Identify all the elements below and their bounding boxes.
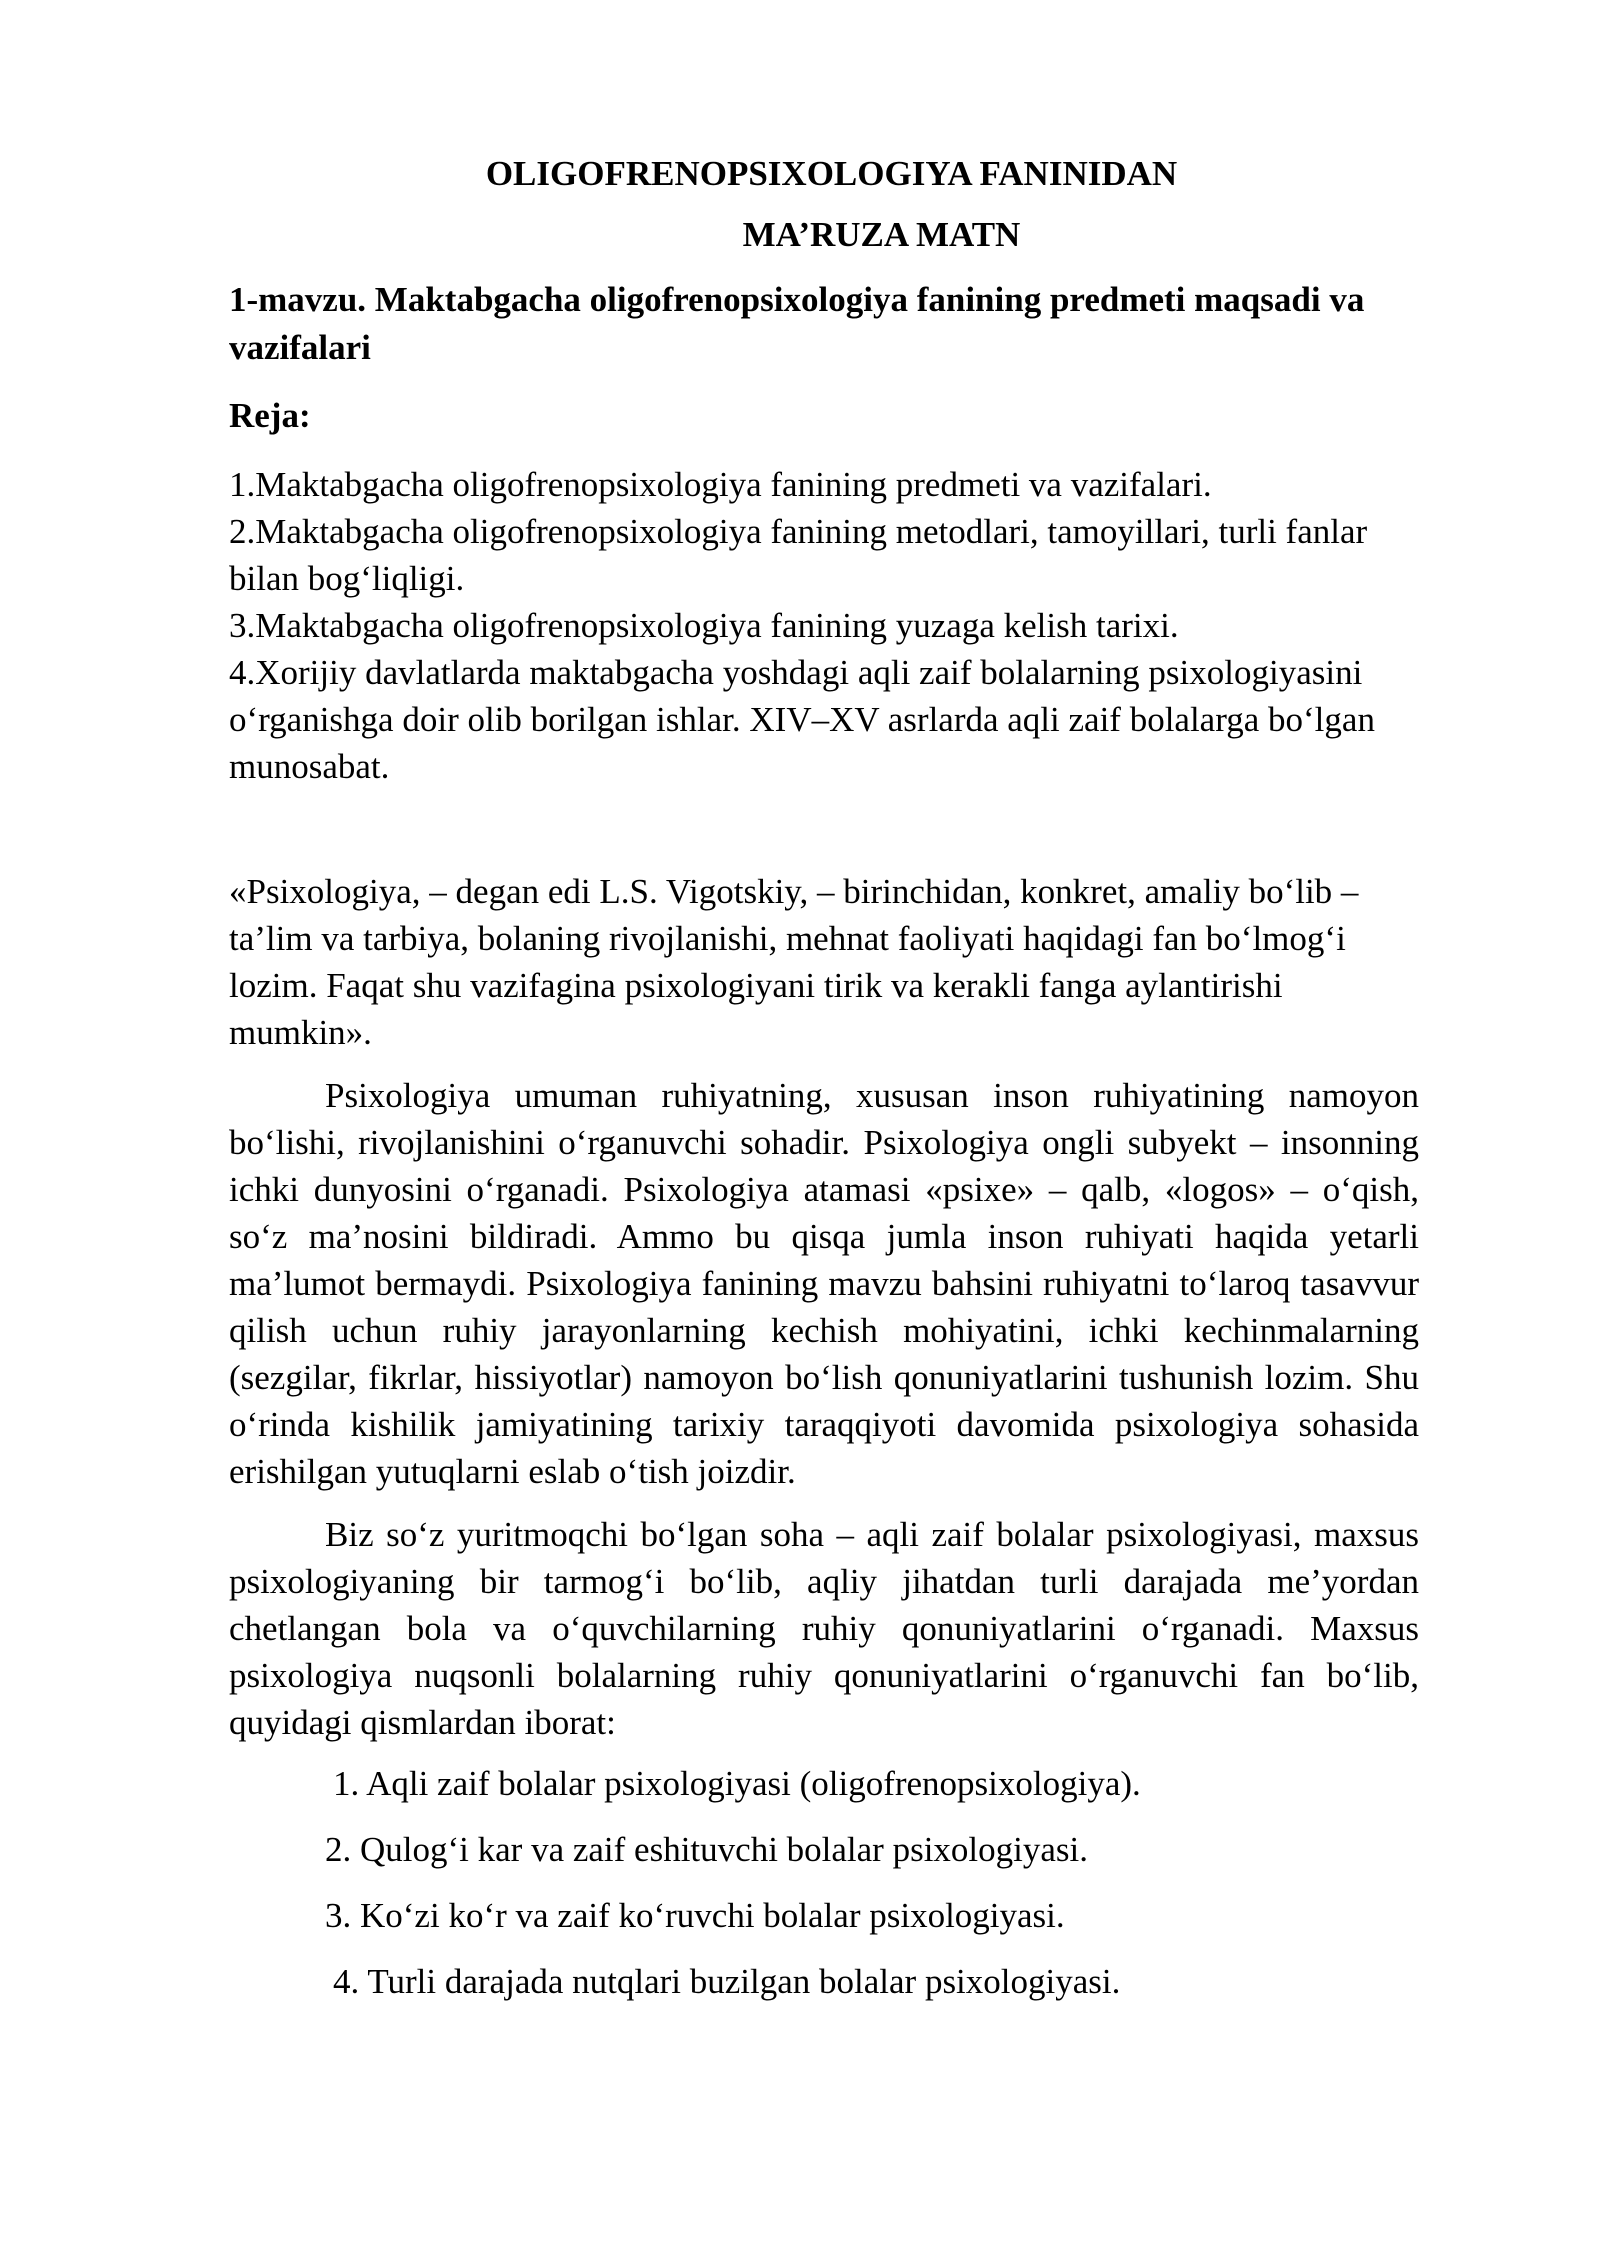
topic-heading: 1-mavzu. Maktabgacha oligofrenopsixologiya fanining predmeti maqsadi va vazifalari <box>229 280 1365 367</box>
plan-list <box>229 461 1419 790</box>
psychology-parts-list <box>229 1760 1419 2005</box>
plan-item: 1.Maktabgacha oligofrenopsixologiya fanining predmeti va vazifalari. <box>229 465 1212 504</box>
plan-item: 4.Xorijiy davlatlarda maktabgacha yoshdagi aqli zaif bolalarning psixologiyasini o‘rganishga doir olib borilgan ishlar. XIV–XV asrlarda aqli zaif bolalarga bo‘lgan munosabat. <box>229 653 1375 786</box>
plan-heading: Reja: <box>229 396 311 435</box>
document-title: OLIGOFRENOPSIXOLOGIYA FANINIDAN <box>485 154 1178 193</box>
body-paragraph: Psixologiya umuman ruhiyatning, xususan inson ruhiyatining namoyon bo‘lishi, rivojlanishini o‘rganuvchi sohadir. Psixologiya ongli subyekt – insonning ichki dunyosini o‘rganadi. Psixologiya atamasi «psixe» – qalb, «logos» – o‘qish, so‘z ma’nosini bildiradi. Ammo bu qisqa jumla inson ruhiyati haqida yetarli ma’lumot bermaydi. Psixologiya fanining mavzu bahsini ruhiyatni to‘laroq tasavvur qilish uchun ruhiy jarayonlarning kechish mohiyatini, ichki kechinmalarning (sezgilar, fikrlar, hissiyotlar) namoyon bo‘lish qonuniyatlarini tushunish lozim. Shu o‘rinda kishilik jamiyatining tarixiy taraqqiyoti davomida psixologiya sohasida erishilgan yutuqlarni eslab o‘tish joizdir. <box>229 1076 1419 1491</box>
parts-list-item: 3. Ko‘zi ko‘r va zaif ko‘ruvchi bolalar psixologiyasi. <box>325 1896 1065 1935</box>
vigotskiy-quote: «Psixologiya, – degan edi L.S. Vigotskiy, – birinchidan, konkret, amaliy bo‘lib – ta’lim va tarbiya, bolaning rivojlanishi, mehnat faoliyati haqidagi fan bo‘lmog‘i lozim. Faqat shu vazifagina psixologiyani tirik va kerakli fanga aylantirishi mumkin». <box>229 872 1359 1052</box>
plan-item: 2.Maktabgacha oligofrenopsixologiya fanining metodlari, tamoyillari, turli fanlar bilan bog‘liqligi. <box>229 512 1368 598</box>
parts-list-item: 1. Aqli zaif bolalar psixologiyasi (oligofrenopsixologiya). <box>333 1764 1141 1803</box>
document-subtitle: MA’RUZA MATN <box>742 215 1021 254</box>
document-content <box>229 150 1419 2024</box>
parts-list-item: 2. Qulog‘i kar va zaif eshituvchi bolalar psixologiyasi. <box>325 1830 1089 1869</box>
plan-item: 3.Maktabgacha oligofrenopsixologiya fanining yuzaga kelish tarixi. <box>229 606 1179 645</box>
parts-list-item: 4. Turli darajada nutqlari buzilgan bolalar psixologiyasi. <box>333 1962 1121 2001</box>
body-paragraph: Biz so‘z yuritmoqchi bo‘lgan soha – aqli zaif bolalar psixologiyasi, maxsus psixologiyaning bir tarmog‘i bo‘lib, aqliy jihatdan turli darajada me’yordan chetlangan bola va o‘quvchilarning ruhiy qonuniyatlarini o‘rganadi. Maxsus psixologiya nuqsonli bolalarning ruhiy qonuniyatlarini o‘rganuvchi fan bo‘lib, quyidagi qismlardan iborat: <box>229 1515 1419 1742</box>
